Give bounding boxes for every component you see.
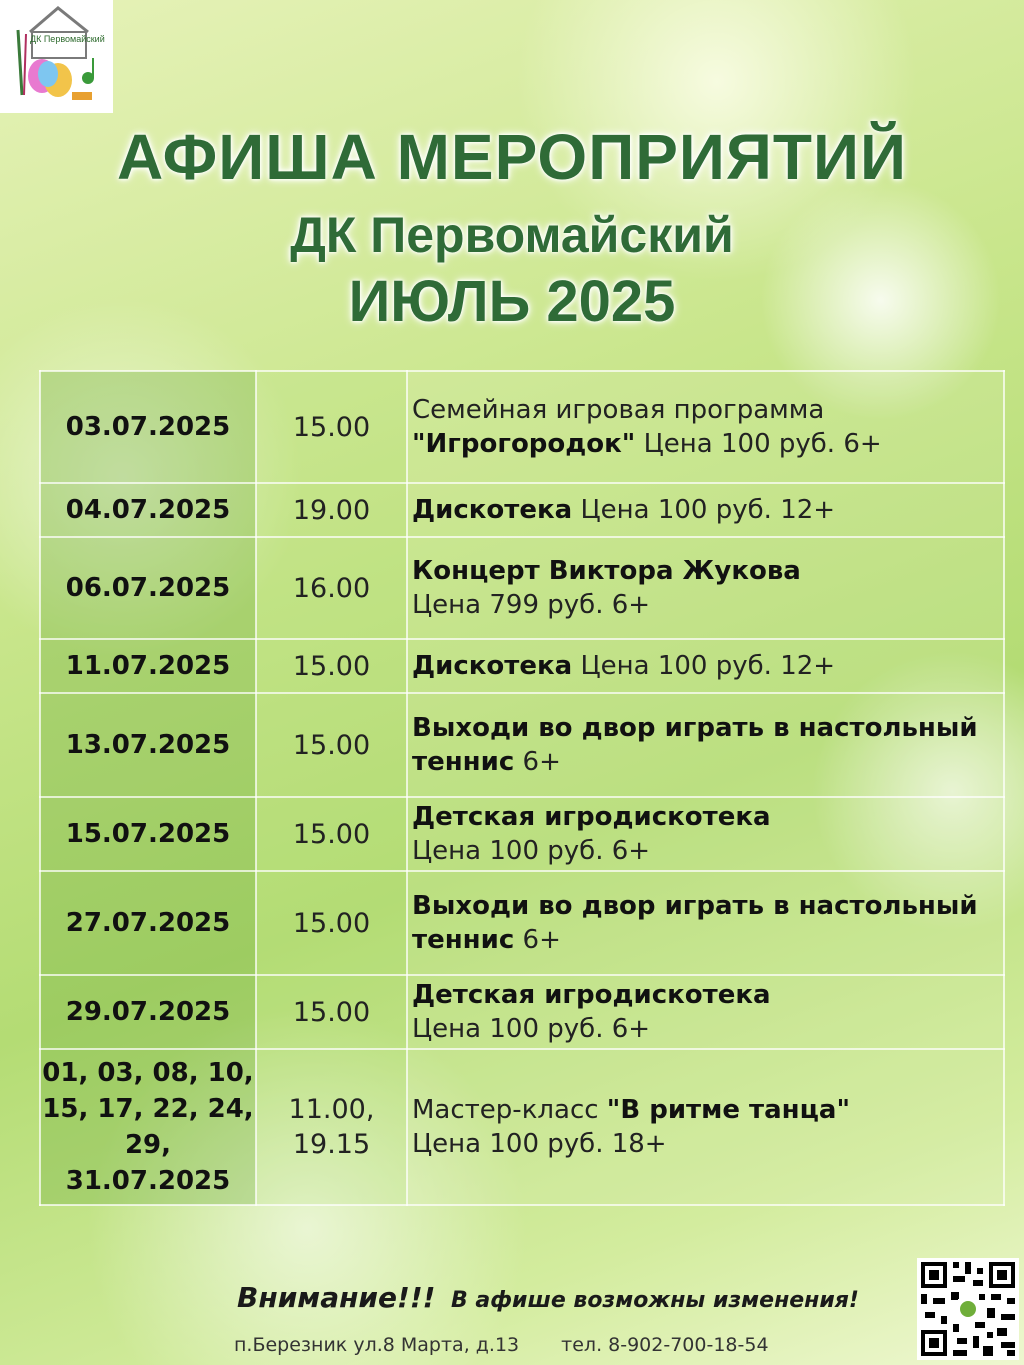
event-description-line xyxy=(412,923,1003,957)
event-row xyxy=(40,639,1004,693)
event-date-line: 29, 31.07.2025 xyxy=(65,1130,231,1196)
event-date xyxy=(40,483,256,537)
event-time-line: 15.00 xyxy=(292,650,371,682)
event-title-text: теннис xyxy=(412,925,515,955)
event-title-text: "В ритме танца" xyxy=(606,1095,850,1125)
event-date xyxy=(40,537,256,639)
event-detail-text: Цена 100 руб. 6+ xyxy=(412,836,651,866)
logo xyxy=(0,0,113,113)
event-description-line xyxy=(412,1127,1003,1161)
event-time-line: 19.00 xyxy=(292,494,371,526)
event-title-text: Детская игродискотека xyxy=(412,802,771,832)
event-time xyxy=(256,871,407,975)
event-title-text: Выходи во двор играть в настольный xyxy=(412,891,978,921)
event-date xyxy=(40,1049,256,1205)
event-date-line: 29.07.2025 xyxy=(65,997,231,1027)
event-description-line xyxy=(412,711,1003,745)
event-date-line: 27.07.2025 xyxy=(65,908,231,938)
event-description xyxy=(407,1049,1004,1205)
contacts xyxy=(234,1334,769,1356)
event-row xyxy=(40,537,1004,639)
event-time xyxy=(256,371,407,483)
event-description xyxy=(407,693,1004,797)
event-detail-text: Семейная игровая программа xyxy=(412,395,825,425)
event-title-text: Детская игродискотека xyxy=(412,980,771,1010)
event-date-line: 04.07.2025 xyxy=(65,495,231,525)
event-row xyxy=(40,371,1004,483)
event-time xyxy=(256,537,407,639)
event-time xyxy=(256,639,407,693)
event-description xyxy=(407,537,1004,639)
event-time xyxy=(256,693,407,797)
event-row xyxy=(40,1049,1004,1205)
event-row xyxy=(40,797,1004,871)
address-text: п.Березник ул.8 Марта, д.13 xyxy=(234,1334,520,1356)
event-date-line: 13.07.2025 xyxy=(65,730,231,760)
event-date-line: 03.07.2025 xyxy=(65,412,231,442)
event-time-line: 11.00, xyxy=(288,1094,375,1125)
event-description-line xyxy=(412,393,1003,427)
venue-name: ДК Первомайский xyxy=(290,207,734,263)
event-title-text: Выходи во двор играть в настольный xyxy=(412,713,978,743)
event-detail-text: 6+ xyxy=(514,925,561,955)
event-date-line: 15, 17, 22, 24, xyxy=(42,1094,254,1124)
event-date xyxy=(40,797,256,871)
event-description-line xyxy=(412,493,1003,527)
event-time xyxy=(256,975,407,1049)
month-label: ИЮЛЬ 2025 xyxy=(348,269,676,334)
notice-text: В афише возможны изменения! xyxy=(450,1288,859,1313)
event-description xyxy=(407,639,1004,693)
event-description-line xyxy=(412,800,1003,834)
event-description-line xyxy=(412,1093,1003,1127)
event-date xyxy=(40,371,256,483)
event-row xyxy=(40,871,1004,975)
event-time xyxy=(256,483,407,537)
event-detail-text: Цена 100 руб. 12+ xyxy=(572,495,836,525)
event-description-line xyxy=(412,427,1003,461)
event-date xyxy=(40,693,256,797)
theater-house-logo-icon xyxy=(0,0,113,113)
event-title-text: Дискотека xyxy=(412,495,573,525)
event-date-line: 01, 03, 08, 10, xyxy=(42,1058,254,1088)
qr-code xyxy=(917,1258,1019,1360)
event-description-line xyxy=(412,588,1003,622)
event-time-line: 19.15 xyxy=(292,1129,371,1160)
event-detail-text: Цена 100 руб. 6+ xyxy=(412,1014,651,1044)
event-time-line: 15.00 xyxy=(292,996,371,1028)
event-description-line xyxy=(412,834,1003,868)
event-time-line: 15.00 xyxy=(292,818,371,850)
phone-text: тел. 8-902-700-18-54 xyxy=(561,1334,769,1356)
event-description-line xyxy=(412,1012,1003,1046)
logo-text: ДК Первомайский xyxy=(30,34,105,44)
event-description xyxy=(407,797,1004,871)
event-time xyxy=(256,1049,407,1205)
event-time xyxy=(256,797,407,871)
events-table xyxy=(39,370,1005,1206)
event-detail-text: Цена 799 руб. 6+ xyxy=(412,590,651,620)
event-time-line: 16.00 xyxy=(292,572,371,604)
event-description-line xyxy=(412,889,1003,923)
event-detail-text: 6+ xyxy=(514,747,561,777)
event-time-line: 15.00 xyxy=(292,729,371,761)
event-detail-text: Цена 100 руб. 6+ xyxy=(635,429,882,459)
event-detail-text: Цена 100 руб. 18+ xyxy=(412,1129,667,1159)
event-detail-text: Мастер-класс xyxy=(412,1095,607,1125)
event-description-line xyxy=(412,649,1003,683)
qr-code-icon xyxy=(917,1258,1019,1360)
poster-title: АФИША МЕРОПРИЯТИЙ xyxy=(117,121,907,193)
event-title-text: Концерт Виктора Жукова xyxy=(412,556,801,586)
event-date xyxy=(40,871,256,975)
event-date xyxy=(40,975,256,1049)
event-description-line xyxy=(412,554,1003,588)
event-description-line xyxy=(412,978,1003,1012)
event-detail-text: Цена 100 руб. 12+ xyxy=(572,651,836,681)
event-time-line: 15.00 xyxy=(292,907,371,939)
event-date-line: 15.07.2025 xyxy=(65,819,231,849)
event-title-text: теннис xyxy=(412,747,515,777)
event-row xyxy=(40,975,1004,1049)
event-title-text: "Игрогородок" xyxy=(412,429,636,459)
event-row xyxy=(40,483,1004,537)
notice xyxy=(237,1281,859,1314)
event-date xyxy=(40,639,256,693)
event-description-line xyxy=(412,745,1003,779)
event-description xyxy=(407,871,1004,975)
event-time-line: 15.00 xyxy=(292,411,371,443)
event-description xyxy=(407,371,1004,483)
event-title-text: Дискотека xyxy=(412,651,573,681)
event-description xyxy=(407,975,1004,1049)
notice-attention: Внимание!!! xyxy=(237,1281,436,1314)
event-description xyxy=(407,483,1004,537)
event-date-line: 11.07.2025 xyxy=(65,651,231,681)
event-row xyxy=(40,693,1004,797)
event-date-line: 06.07.2025 xyxy=(65,573,231,603)
